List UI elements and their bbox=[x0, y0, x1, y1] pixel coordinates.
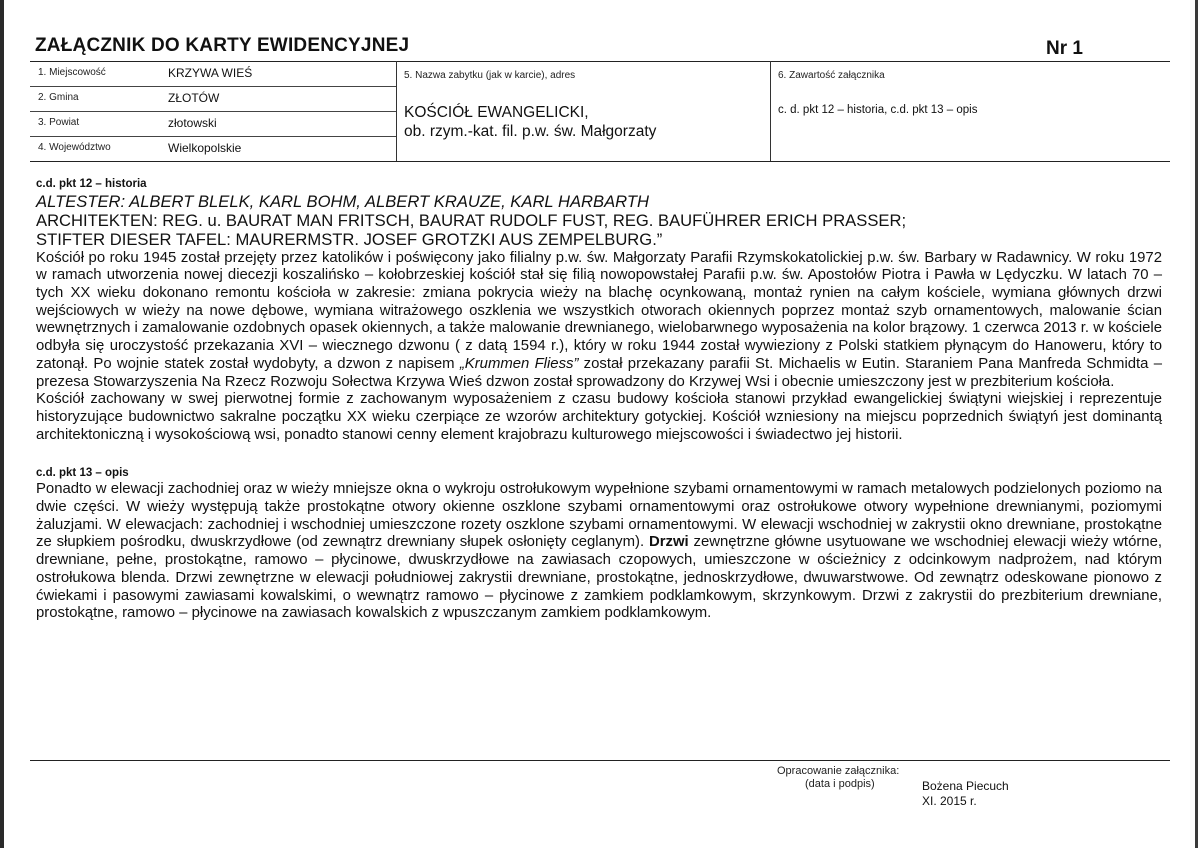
document-title: ZAŁĄCZNIK DO KARTY EWIDENCYJNEJ bbox=[35, 35, 410, 56]
row-divider bbox=[30, 111, 396, 112]
doors-keyword: Drzwi bbox=[648, 534, 689, 551]
date-sign-label: (data i podpis) bbox=[805, 778, 875, 790]
field-label-miejscowosc: 1. Miejscowość bbox=[38, 67, 106, 78]
monument-name-line1: KOŚCIÓŁ EWANGELICKI, bbox=[404, 104, 589, 121]
column-divider bbox=[396, 61, 397, 161]
prepared-date: XI. 2015 r. bbox=[922, 794, 977, 808]
description-text-a: Ponadto w elewacji zachodniej oraz w wieży mniejsze okna o wykroju ostrołukowym wypełnione szybami ornamentowymi w ramach metalowych podzielonych poziomo na dwie części. W wieży występują także prostokątne otwory okienne oszklone szybami ornamentowymi oraz ostrołukowe otwory wypełnione drewnianymi, poziomymi żaluzjami. W elewacjach: zachodniej i wschodniej umieszczone rozety oszklone szybami ornamentowymi. W elewacji wschodniej w zakrystii okno drewniane, prostokątne ze słupkiem pośrodku, dwuskrzydłowe (od zewnątrz drewniany słupek osłonięty ceglanym). bbox=[36, 481, 1162, 551]
document-body bbox=[36, 177, 1162, 623]
field-label-powiat: 3. Powiat bbox=[38, 117, 80, 128]
footer-rule bbox=[30, 760, 1170, 761]
history-paragraph-2: Kościół zachowany w swej pierwotnej formie z zachowanym wyposażeniem z czasu budowy kościoła stanowi przykład ewangelickiej świątyni wiejskiej i reprezentuje historyzujące budownictwo sakralne początku XX wieku czerpiące ze wzorów architektury gotyckiej. Kościół wzniesiony na miejscu poprzednich świątyń jest dominantą architektoniczną i wysokościową wsi, ponadto stanowi cenny element krajobrazu kulturowego miejscowości i świadectwo jej historii. bbox=[36, 391, 1162, 443]
contents-value: c. d. pkt 12 – historia, c.d. pkt 13 – opis bbox=[778, 104, 978, 116]
history-text-b: został przekazany parafii St. Michaelis w Eutin. Staraniem Pana Manfreda Schmidta – prezesa Stowarzyszenia Na Rzecz Rozwoju Sołectwa Krzywa Wieś dzwon został sprowadzony do Krzywej Wsi i obecnie umieszczony jest w prezbiterium kościoła. bbox=[36, 355, 1162, 390]
monument-name-line2: ob. rzym.-kat. fil. p.w. św. Małgorzaty bbox=[404, 123, 657, 140]
field-value-powiat: złotowski bbox=[168, 116, 217, 130]
row-divider bbox=[30, 136, 396, 137]
contents-label: 6. Zawartość załącznika bbox=[778, 70, 885, 81]
header-table bbox=[30, 61, 1170, 162]
stifter-line: STIFTER DIESER TAFEL: MAURERMSTR. JOSEF GROTZKI AUS ZEMPELBURG.” bbox=[36, 230, 663, 250]
architekten-line: ARCHITEKTEN: REG. u. BAURAT MAN FRITSCH, BAURAT RUDOLF FUST, REG. BAUFÜHRER ERICH PRASSER; bbox=[36, 211, 907, 231]
history-text-a: Kościół po roku 1945 został przejęty przez katolików i poświęcony jako filialny p.w. św. Małgorzaty Parafii Rzymskokatolickiej p.w. św. Barbary w Radawnicy. W roku 1972 w ramach utworzenia nowej diecezji koszalińsko – kołobrzeskiej kościół stał się filią nowopowstałej Parafii p.w. św. Apostołów Piotra i Pawła w Lędyczku. W latach 70 – tych XX wieku dokonano remontu kościoła w zakresie: zmiana pokrycia wieży na blachę ocynkowaną, montaż rynien na całym kościele, wymiana głównych drzwi wejściowych w wieży na nowe dębowe, wymiana witrażowego oszklenia we wszystkich otworach okiennych poprzez montaż szyb ornamentowych, malowanie ścian wewnętrznych i zamalowanie ozdobnych opasek okiennych, a także malowanie drewnianego, wielobarwnego wyposażenia na kolor brązowy. 1 czerwca 2013 r. w kościele odbyła się uroczystość przekazania XVI – wiecznego dzwonu ( z datą 1594 r.), który w roku 1944 został wywieziony z Polski statkiem płynącym do Hanoweru, który to zatonął. Po wojnie statek został wydobyty, a dzwon z napisem bbox=[36, 249, 1162, 372]
author-name: Bożena Piecuch bbox=[922, 779, 1009, 793]
scan-edge-left bbox=[0, 0, 4, 848]
altester-line: ALTESTER: ALBERT BLELK, KARL BOHM, ALBERT KRAUZE, KARL HARBARTH bbox=[36, 192, 649, 211]
section-13-heading: c.d. pkt 13 – opis bbox=[36, 467, 129, 480]
field-value-wojewodztwo: Wielkopolskie bbox=[168, 141, 242, 155]
field-value-gmina: ZŁOTÓW bbox=[168, 91, 220, 105]
monument-label: 5. Nazwa zabytku (jak w karcie), adres bbox=[404, 70, 576, 81]
row-divider bbox=[30, 86, 396, 87]
description-paragraph bbox=[36, 481, 1162, 623]
section-12-heading: c.d. pkt 12 – historia bbox=[36, 178, 147, 190]
field-label-gmina: 2. Gmina bbox=[38, 92, 79, 103]
description-text-b: zewnętrzne główne usytuowane we wschodniej elewacji wieży wtórne, drewniane, pełne, prostokątne, ramowo – płycinowe, dwuskrzydłowe na zawiasach czopowych, umieszczone w ościeżnicy z odcinkowym nadprożem, nad którym ostrołukowa blenda. Drzwi zewnętrzne w elewacji południowej zakrystii drewniane, prostokątne, jednoskrzydłowe, dwuwarstwowe. Od zewnątrz odeskowane pionowo z ćwiekami i pasowymi zawiasami kowalskimi, o wewnątrz ramowo – płycinowe z zamkiem podklamkowym, skrzynkowym. Drzwi z zakrystii do prezbiterium drewniane, prostokątne, ramowo – płycinowe na zawiasach kowalskich z wpuszczanym zamkiem podklamkowym. bbox=[36, 534, 1163, 622]
monument-name bbox=[404, 103, 656, 141]
field-value-miejscowosc: KRZYWA WIEŚ bbox=[168, 66, 253, 80]
history-paragraph-1 bbox=[36, 250, 1162, 392]
bell-inscription: „Krummen Fliess” bbox=[459, 355, 579, 372]
attachment-number: Nr 1 bbox=[1046, 38, 1083, 59]
prepared-label: Opracowanie załącznika: bbox=[777, 765, 900, 777]
column-divider bbox=[770, 61, 771, 161]
field-label-wojewodztwo: 4. Województwo bbox=[38, 142, 111, 153]
